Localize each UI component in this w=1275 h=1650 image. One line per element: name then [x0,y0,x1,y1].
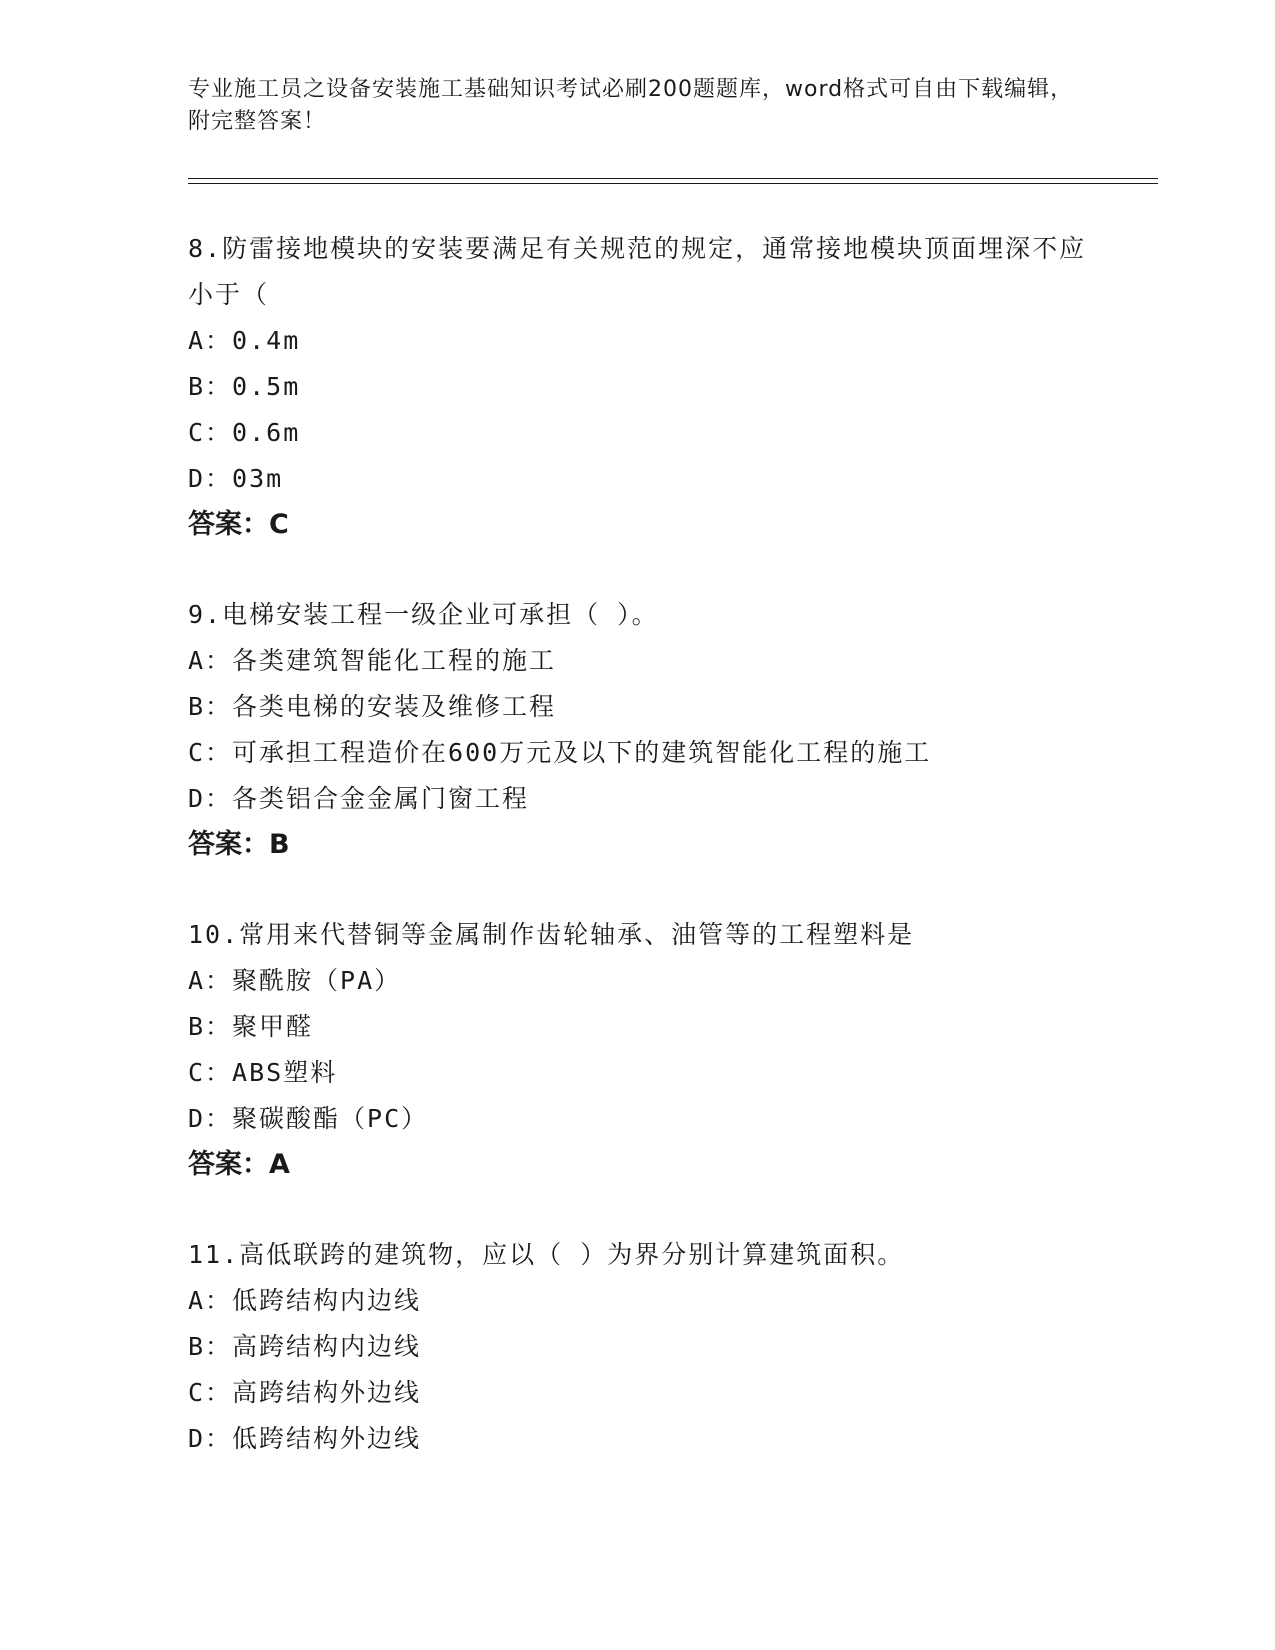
header-divider-bottom [188,183,1158,184]
header-divider-top [188,178,1158,179]
option-a: A：各类建筑智能化工程的施工 [188,646,557,675]
option-b: B：高跨结构内边线 [188,1332,422,1361]
question-block [188,592,1088,868]
document-header: 专业施工员之设备安装施工基础知识考试必刷200题题库，word格式可自由下载编辑，附完整答案！ [188,77,1074,134]
answer-line: 答案：A [188,1149,290,1180]
answer-line: 答案：B [188,829,290,860]
spacer [188,548,1088,592]
question-title: 10.常用来代替铜等金属制作齿轮轴承、油管等的工程塑料是 [188,920,915,949]
option-c: C：0.6m [188,418,301,447]
option-c: C：ABS塑料 [188,1058,338,1087]
question-title: 8.防雷接地模块的安装要满足有关规范的规定，通常接地模块顶面埋深不应小于（ [188,234,1087,309]
option-d: D：聚碳酸酯（PC） [188,1104,429,1133]
question-list [188,226,1088,1462]
question-title: 11.高低联跨的建筑物，应以（ ）为界分别计算建筑面积。 [188,1240,905,1269]
answer-line: 答案：C [188,509,289,540]
question-block [188,226,1088,548]
option-b: B：各类电梯的安装及维修工程 [188,692,557,721]
option-b: B：聚甲醛 [188,1012,314,1041]
option-d: D：低跨结构外边线 [188,1424,422,1453]
option-c: C：可承担工程造价在600万元及以下的建筑智能化工程的施工 [188,738,932,767]
spacer [188,1188,1088,1232]
option-a: A：聚酰胺（PA） [188,966,402,995]
option-d: D：各类铝合金金属门窗工程 [188,784,530,813]
option-d: D：03m [188,464,284,493]
option-a: A：0.4m [188,326,301,355]
question-block [188,912,1088,1188]
option-c: C：高跨结构外边线 [188,1378,422,1407]
option-b: B：0.5m [188,372,301,401]
question-title: 9.电梯安装工程一级企业可承担（ ）。 [188,600,659,629]
question-block [188,1232,1088,1462]
spacer [188,868,1088,912]
option-a: A：低跨结构内边线 [188,1286,422,1315]
